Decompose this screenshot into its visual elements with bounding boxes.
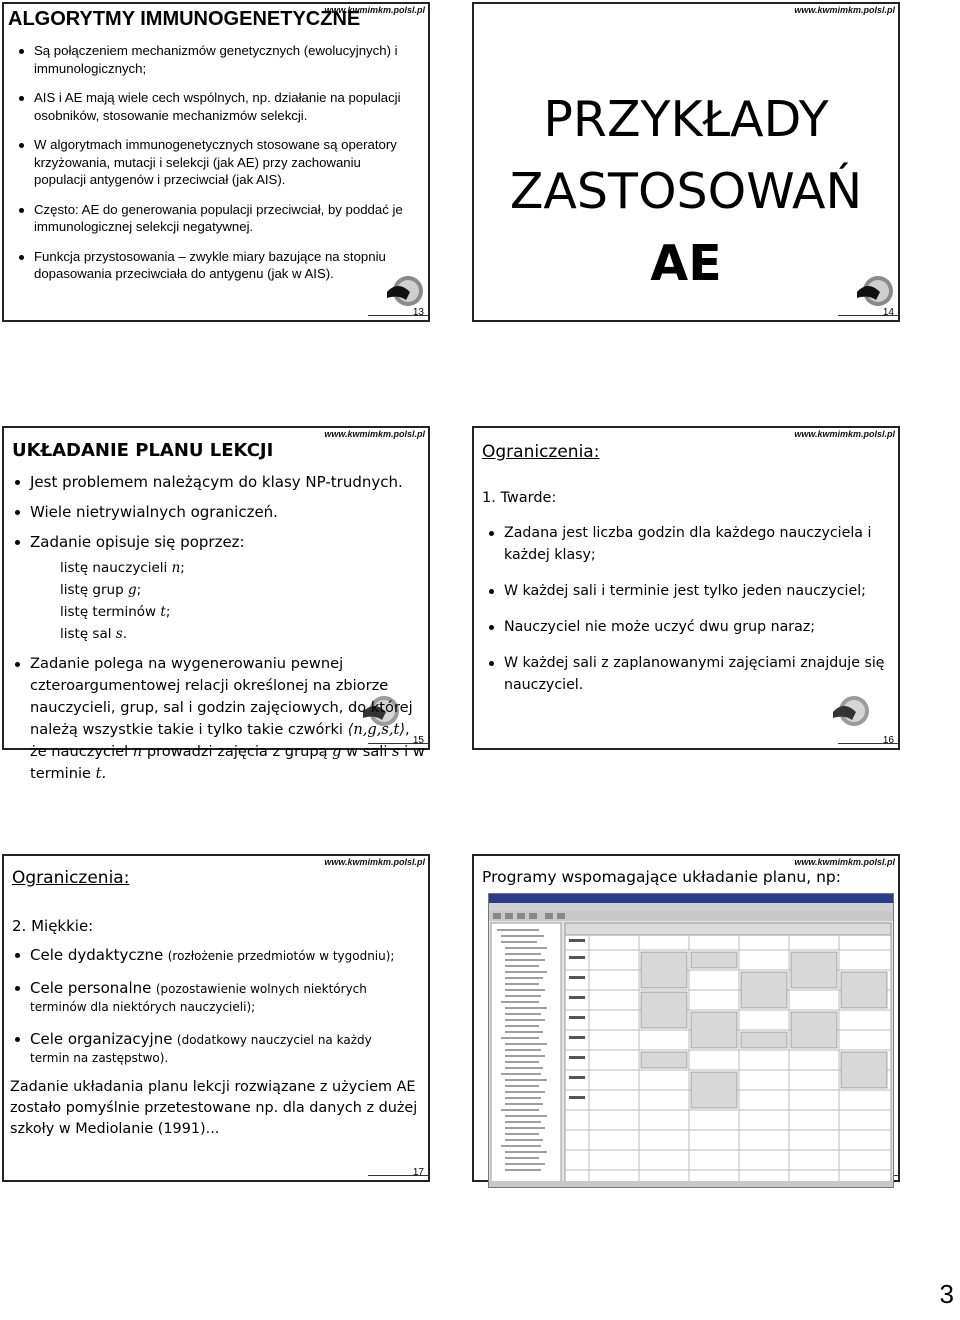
summary-paragraph: Zadanie układania planu lekcji rozwiązane z użyciem AE zostało pomyślnie przetestowane np. dla danych z dużej szkoły w Mediolanie (1991)... <box>10 1079 418 1137</box>
list-item: Cele organizacyjne (dodatkowy nauczyciel na każdy termin na zastępstwo). <box>12 1030 412 1067</box>
list-item: Są połączeniem mechanizmów genetycznych (ewolucyjnych) i immunologicznych; <box>16 42 416 77</box>
university-logo-icon <box>856 274 894 308</box>
page-number: 14 <box>882 307 894 318</box>
list-item: Zadanie polega na wygenerowaniu pewnej czteroargumentowej relacji określonej na zbiorze nauczycieli, grup, sal i godzin zajęciowych, do której należą wszystkie takie i tylko takie czwórki ⟨n,g,s,t⟩, że nauczyciel n prowadzi zajęcia z grupą g w sali s i w terminie t. <box>12 653 426 785</box>
slide-14 <box>472 2 900 322</box>
sub-list <box>42 557 426 645</box>
source-url: www.kwmimkm.polsl.pl <box>794 5 895 15</box>
bullet-list <box>12 946 412 1067</box>
list-item: Zadana jest liczba godzin dla każdego nauczyciela i każdej klasy; <box>486 522 886 566</box>
list-item: Często: AE do generowania populacji przeciwciał, by poddać je immunologicznej selekcji negatywnej. <box>16 201 416 236</box>
list-item-text: Jest problemem należącym do klasy NP-trudnych. <box>30 473 403 491</box>
list-item: Cele personalne (pozostawienie wolnych niektórych terminów dla niektórych nauczycieli); <box>12 979 412 1016</box>
source-url: www.kwmimkm.polsl.pl <box>324 857 425 867</box>
timetable-software-screenshot <box>488 893 894 1188</box>
bullet-list <box>486 522 886 696</box>
bullet-list <box>16 42 416 295</box>
slide-title: Programy wspomagające układanie planu, np: <box>482 868 841 886</box>
page-number: 17 <box>412 1167 424 1178</box>
page-number: 16 <box>882 735 894 746</box>
slide-title: Ograniczenia: <box>482 442 600 462</box>
bullet-list <box>12 471 426 785</box>
slide-title: ALGORYTMY IMMUNOGENETYCZNE <box>8 8 361 30</box>
tuple: ⟨n,g,s,t⟩ <box>347 721 406 738</box>
list-item: W algorytmach immunogenetycznych stosowane są operatory krzyżowania, mutacji i selekcji (jak AE) przy zachowaniu populacji antygenów i przeciwciał (jak AIS). <box>16 136 416 189</box>
sub-list-item: listę grup g; <box>60 582 142 598</box>
sub-list-item: listę sal s. <box>60 626 128 642</box>
sub-list-item: listę nauczycieli n; <box>60 560 185 576</box>
slide-subtitle: 1. Twarde: <box>482 490 557 506</box>
university-logo-icon <box>386 274 424 308</box>
list-item: Funkcja przystosowania – zwykle miary bazujące na stopniu dopasowania przeciwciała do antygenu (jak w AIS). <box>16 248 416 283</box>
slide-title: UKŁADANIE PLANU LEKCJI <box>12 440 274 461</box>
source-url: www.kwmimkm.polsl.pl <box>794 429 895 439</box>
sheet-number: 3 <box>939 1279 954 1309</box>
list-item: W każdej sali z zaplanowanymi zajęciami znajduje się nauczyciel. <box>486 652 886 696</box>
list-item <box>12 501 426 523</box>
slide-13 <box>2 2 430 322</box>
source-url: www.kwmimkm.polsl.pl <box>324 5 425 15</box>
slide-subtitle: 2. Miękkie: <box>12 917 94 935</box>
list-item: Nauczyciel nie może uczyć dwu grup naraz; <box>486 616 886 638</box>
list-item: Cele dydaktyczne (rozłożenie przedmiotów w tygodniu); <box>12 946 412 965</box>
source-url: www.kwmimkm.polsl.pl <box>324 429 425 439</box>
source-url: www.kwmimkm.polsl.pl <box>794 857 895 867</box>
page-number: 15 <box>412 735 424 746</box>
list-item: AIS i AE mają wiele cech wspólnych, np. działanie na populacji osobników, stosowanie mechanizmów selekcji. <box>16 89 416 124</box>
list-item <box>12 531 426 645</box>
university-logo-icon <box>832 694 870 728</box>
section-title <box>474 84 898 300</box>
list-item: W każdej sali i terminie jest tylko jeden nauczyciel; <box>486 580 886 602</box>
sub-list-item: listę terminów t; <box>60 604 171 620</box>
section-title-line: AE <box>650 235 722 292</box>
screenshot-image <box>489 894 893 1187</box>
list-item-text: Zadanie opisuje się poprzez: <box>30 533 245 551</box>
slide-title: Ograniczenia: <box>12 868 130 888</box>
list-item <box>12 471 426 493</box>
page-number: 13 <box>412 307 424 318</box>
section-title-line: ZASTOSOWAŃ <box>509 163 863 220</box>
section-title-line: PRZYKŁADY <box>543 91 829 148</box>
list-item-text: Wiele nietrywialnych ograniczeń. <box>30 503 278 521</box>
